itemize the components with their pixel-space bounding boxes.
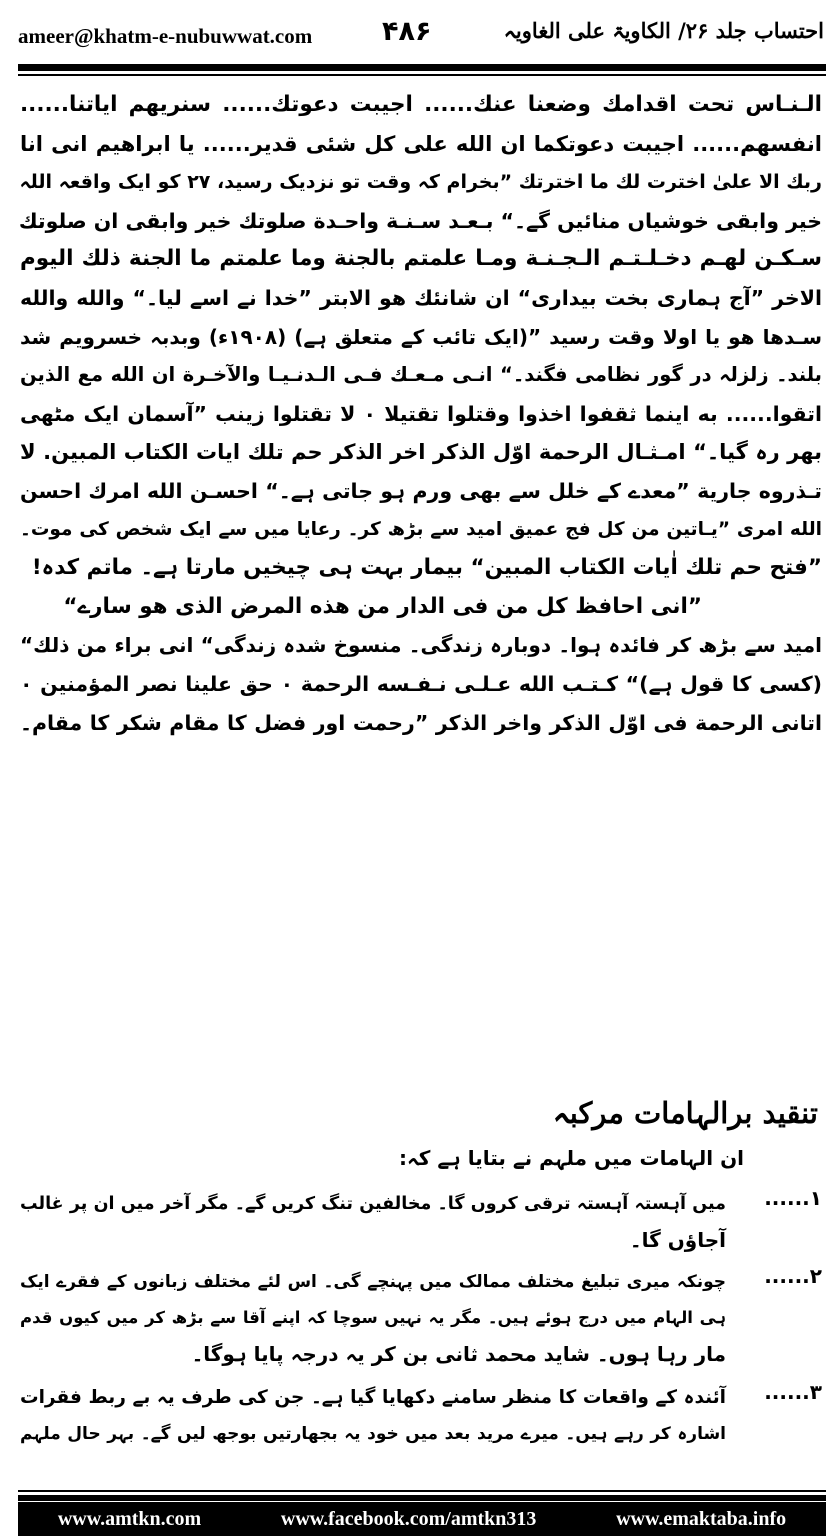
text-line: ”انی احافظ كل من فی الدار من هذه المرض الذی هو سارے“ (63, 593, 702, 619)
text-line: الله امرى ”يـاتين من كل فج عميق امید سے بڑھ کر۔ رعایا میں سے ایک شخص کی موت۔ (20, 518, 822, 540)
text-line: بلند۔ زلزلہ در گور نظامی فگند۔“ انـى مـعـك فـى الـدنـيـا والآخـرة ان الله مع الذين (20, 363, 822, 387)
text-line: خیر وابقی خوشیاں منائیں گے۔“ بـعـد سـنـة واحـدة صلوتك خير وابقى ان صلوتك (18, 208, 822, 233)
text-line: بھر رہ گیا۔“ امـثـال الرحمة اوّل الذكر اخر الذكر حم تلك ايات الكتاب المبين. لا (20, 440, 822, 465)
footer-link-amtkn[interactable]: www.amtkn.com (57, 1507, 202, 1530)
text-line: ”فتح حم تلك اٰيات الكتاب المبين“ بیمار بہت ہی چیخیں مارتا ہے۔ ماتم کدہ! (31, 555, 822, 581)
text-line: سـدها هو يا اولا وقت رسيد ”(ایک تائب کے متعلق ہے) (۱۹۰۸ء) وبدبہ خسرویم شد (20, 324, 823, 349)
text-line: ربك الا علىٰ اخترت لك ما اخترتك ”بخرام کہ وقت تو نزدیک رسید، ۲۷ کو ایک واقعہ اللہ (19, 171, 822, 194)
item-line: اشارہ کر رہے ہیں۔ میرے مرید بعد میں خود یہ بجھارتیں بوجھ لیں گے۔ بہر حال ملہم (20, 1424, 726, 1444)
footer-rule-thick (18, 1495, 826, 1501)
section-heading: تنقید برالہامات مرکبہ (552, 1096, 818, 1130)
header-email[interactable]: ameer@khatm-e-nubuwwat.com (18, 24, 313, 48)
text-line: اتانی الرحمة فی اوّل الذكر واخر الذكر ”رحمت اور فضل کا مقام شکر کا مقام۔ (20, 710, 822, 735)
header-rule-thick (18, 64, 826, 71)
footer-link-emaktaba[interactable]: www.emaktaba.info (616, 1507, 787, 1530)
footer-rule-thin (18, 1490, 826, 1492)
list-item (20, 1186, 822, 1258)
list-item (20, 1264, 822, 1372)
item-line: آجاؤں گا۔ (629, 1228, 726, 1252)
item-line: چونکہ میری تبلیغ مختلف ممالک میں پہنچے گی۔ اس لئے مختلف زبانوں کے فقرے ایک (20, 1272, 726, 1292)
text-line: الـنـاس تحت اقدامك وضعنا عنك...... اجيبت دعوتك...... سنريهم اياتنا...... (20, 92, 822, 117)
list-item (20, 1380, 822, 1452)
footer-link-facebook[interactable]: www.facebook.com/amtkn313 (280, 1507, 537, 1530)
text-line: اتقوا...... به اينما ثقفوا اخذوا وقتلوا تقتيلا ۰ لا تقتلوا زينب ”آسمان ایک مٹھی (20, 401, 822, 426)
item-line: مار رہا ہوں۔ شاید محمد ثانی بن کر یہ درجہ پایا ہوگا۔ (191, 1342, 726, 1366)
item-line: میں آہستہ آہستہ ترقی کروں گا۔ مخالفین تنگ کریں گے۔ مگر آخر میں ان پر غالب (20, 1194, 726, 1214)
text-line: (کسی کا قول ہے)“ كـتـب الله عـلـى نـفـسه الرحمة ۰ حق علينا نصر المؤمنين ۰ (20, 671, 822, 696)
header-rule-thin (18, 74, 826, 76)
text-line: تـذروه جارية ”معدے کے خلل سے بھی ورم ہو جاتی ہے۔“ احسـن الله امرك احسن (20, 478, 822, 503)
text-line: الاخر ”آج ہماری بخت بیداری“ ان شانئك هو الابتر ”خدا نے اسے لیا۔“ والله والله (20, 285, 822, 310)
book-title: احتساب جلد ۲۶/ الکاویۃ علی الغاویہ (503, 18, 824, 43)
item-number: ۱...... (764, 1186, 822, 1210)
page-header (18, 16, 824, 60)
footer-bar (18, 1502, 826, 1536)
item-line: ہی الہام میں درج ہوئے ہیں۔ مگر یہ نہیں سوچا کہ اپنے آقا سے بڑھ کر میں کیوں قدم (20, 1308, 726, 1327)
text-line: امید سے بڑھ کر فائدہ ہوا۔ دوبارہ زندگی۔ منسوخ شدہ زندگی“ انی براء من ذلك“ (20, 633, 822, 658)
item-number: ۲...... (764, 1264, 822, 1288)
item-line: آئندہ کے واقعات کا منظر سامنے دکھایا گیا ہے۔ جن کی طرف یہ بے ربط فقرات (20, 1387, 726, 1408)
text-line: سـكـن لهـم دخـلـتـم الـجـنـة ومـا علمتم بالجنة وما علمتم ما الجنة ذلك اليوم (20, 246, 822, 272)
body-text (20, 86, 822, 742)
text-line: انفسهم...... اجيبت دعوتكما ان الله على كل شئى قدير...... يا ابراهيم انى انا (20, 131, 822, 156)
item-number: ۳...... (764, 1380, 822, 1404)
intro-text: ان الہامات میں ملہم نے بتایا ہے کہ: (399, 1146, 744, 1170)
page-number: ۴۸۶ (382, 16, 432, 47)
